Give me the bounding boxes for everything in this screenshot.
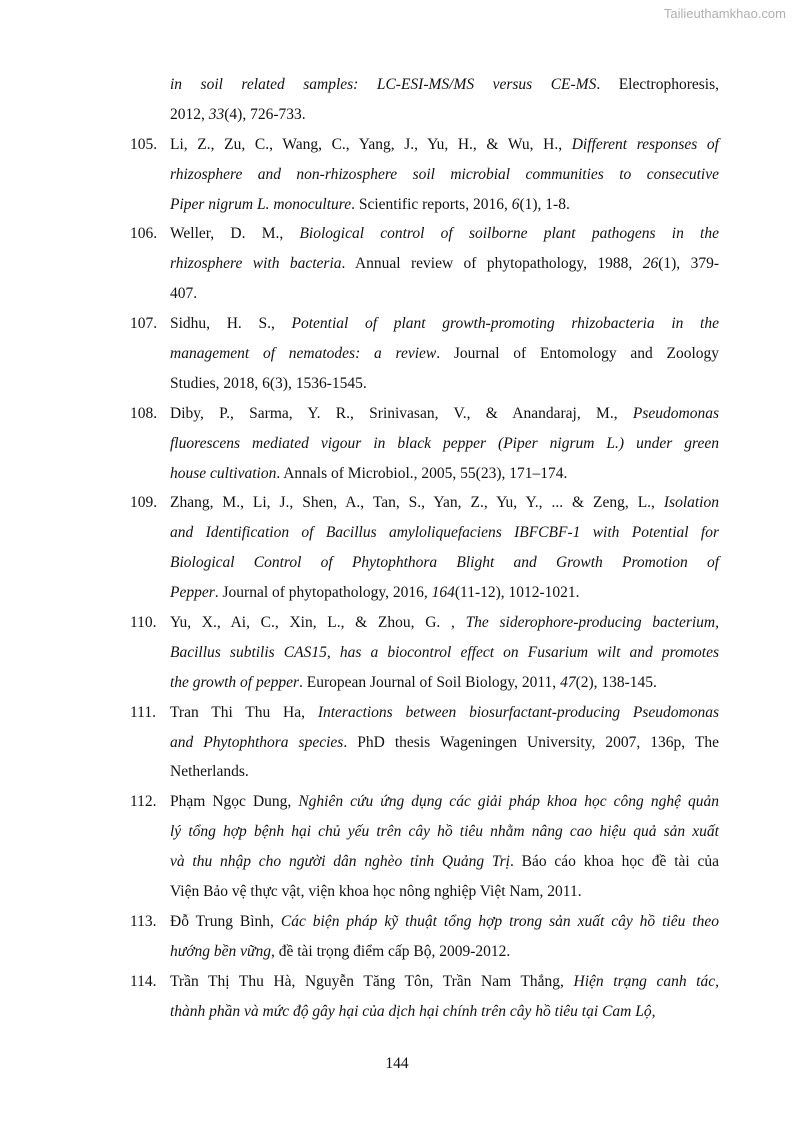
reference-line	[170, 877, 719, 907]
italic-text: Pepper	[170, 584, 215, 602]
reference-entry	[130, 219, 719, 309]
italic-text: house cultivation	[170, 464, 277, 482]
reference-line	[170, 70, 719, 100]
italic-text: and Phytophthora species	[170, 733, 344, 751]
reference-line	[170, 698, 719, 728]
italic-text: The siderophore-producing bacterium,	[465, 614, 719, 632]
italic-text: 26	[642, 255, 659, 273]
italic-text: Different responses of	[571, 135, 719, 153]
reference-number: 105.	[130, 135, 158, 153]
reference-line	[170, 488, 719, 518]
text-segment: Diby, P., Sarma, Y. R., Srinivasan, V., & Anandaraj, M.,	[170, 404, 633, 422]
text-segment: Đỗ Trung Bình,	[170, 912, 281, 930]
reference-number: 113.	[130, 912, 157, 930]
reference-list	[0, 70, 794, 1027]
reference-line	[170, 997, 719, 1027]
text-segment: (1), 1-8.	[519, 195, 570, 213]
italic-text: và thu nhập cho người dân nghèo tỉnh Quảng Trị	[170, 853, 510, 871]
italic-text: Bacillus subtilis CAS15, has a biocontrol effect on Fusarium wilt and promotes	[170, 643, 719, 661]
italic-text: 47	[560, 673, 576, 691]
reference-line	[170, 817, 719, 847]
text-segment: Viện Bảo vệ thực vật, viện khoa học nông nghiệp Việt Nam, 2011.	[170, 883, 582, 901]
italic-text: Piper nigrum L. monoculture	[170, 195, 352, 213]
reference-line	[170, 787, 719, 817]
reference-line	[170, 249, 719, 279]
page-number: 144	[385, 1055, 409, 1072]
text-segment: 2012,	[170, 105, 209, 123]
italic-text: Biological control of soilborne plant pathogens in the	[299, 225, 719, 243]
reference-entry	[130, 130, 719, 220]
reference-entry	[130, 488, 719, 608]
reference-number: 108.	[130, 404, 158, 422]
italic-text: in soil related samples: LC-ESI-MS/MS versus CE-MS	[170, 76, 597, 93]
italic-text: management of nematodes: a review	[170, 345, 437, 363]
reference-line	[170, 399, 719, 429]
text-segment: Weller, D. M.,	[170, 225, 300, 243]
italic-text: 33	[208, 105, 225, 123]
text-segment: Netherlands.	[170, 763, 249, 781]
italic-text: fluorescens mediated vigour in black pepper (Piper nigrum L.) under green	[170, 434, 719, 452]
reference-line	[170, 578, 719, 608]
reference-number: 112.	[130, 793, 157, 811]
italic-text: rhizosphere with bacteria	[170, 255, 342, 273]
text-segment: . Annals of Microbiol., 2005, 55(23), 171–174.	[276, 464, 568, 482]
text-segment: Sidhu, H. S.,	[170, 315, 292, 333]
text-segment: Yu, X., Ai, C., Xin, L., & Zhou, G. ,	[170, 614, 466, 632]
reference-line	[170, 548, 719, 578]
reference-line	[170, 518, 719, 548]
text-segment: Tran Thi Thu Ha,	[170, 703, 318, 721]
text-segment: . Báo cáo khoa học đề tài của	[509, 853, 719, 871]
text-segment: (2), 138-145.	[575, 673, 657, 691]
reference-line	[170, 728, 719, 758]
watermark: Tailieuthamkhao.com	[663, 6, 786, 21]
reference-line	[170, 907, 719, 937]
text-segment: . PhD thesis Wageningen University, 2007, 136p, The	[343, 733, 719, 751]
reference-line	[170, 757, 719, 787]
reference-line	[170, 459, 719, 489]
reference-line	[170, 847, 719, 877]
reference-line	[170, 309, 719, 339]
italic-text: Potential of plant growth-promoting rhizobacteria in the	[291, 315, 719, 333]
reference-number: 107.	[130, 315, 158, 333]
italic-text: Pseudomonas	[632, 404, 719, 422]
reference-number: 109.	[130, 494, 158, 512]
italic-text: Nghiên cứu ứng dụng các giải pháp khoa học công nghệ quản	[298, 793, 719, 811]
reference-line	[170, 100, 719, 130]
reference-line	[170, 219, 719, 249]
text-segment: . European Journal of Soil Biology, 2011,	[299, 673, 561, 691]
text-segment: Zhang, M., Li, J., Shen, A., Tan, S., Yan, Z., Yu, Y., ... & Zeng, L.,	[170, 494, 664, 512]
reference-entry	[130, 787, 719, 907]
italic-text: thành phần và mức độ gây hại của dịch hại chính trên cây hồ tiêu tại Cam Lộ,	[170, 1002, 656, 1020]
text-segment: . Journal of phytopathology, 2016,	[214, 584, 432, 602]
reference-entry	[130, 309, 720, 399]
reference-line	[170, 638, 719, 668]
italic-text: 6	[511, 195, 520, 213]
italic-text: Biological Control of Phytophthora Blight and Growth Promotion of	[170, 554, 719, 572]
italic-text: Isolation	[663, 494, 719, 512]
reference-entry	[130, 608, 719, 698]
reference-number: 111.	[130, 703, 156, 721]
reference-entry	[170, 70, 719, 130]
text-segment: 407.	[170, 285, 198, 303]
reference-line	[170, 608, 719, 638]
reference-line	[170, 130, 719, 160]
reference-entry	[130, 698, 719, 788]
reference-entry	[130, 907, 719, 967]
reference-entry	[130, 967, 719, 1027]
reference-number: 106.	[130, 225, 158, 243]
text-segment: (4), 726-733.	[224, 105, 306, 123]
text-segment: , đề tài trọng điểm cấp Bộ, 2009-2012.	[270, 942, 511, 960]
italic-text: rhizosphere and non-rhizosphere soil microbial communities to consecutive	[170, 165, 719, 183]
italic-text: Interactions between biosurfactant-producing Pseudomonas	[317, 703, 719, 721]
reference-line	[170, 668, 719, 698]
reference-line	[170, 339, 719, 369]
italic-text: Các biện pháp kỹ thuật tổng hợp trong sản xuất cây hồ tiêu theo	[280, 912, 719, 930]
text-segment: Trần Thị Thu Hà, Nguyễn Tăng Tôn, Trần Nam Thắng,	[170, 972, 574, 990]
text-segment: . Annual review of phytopathology, 1988,	[341, 255, 643, 273]
text-segment: Li, Z., Zu, C., Wang, C., Yang, J., Yu, H., & Wu, H.,	[170, 135, 572, 153]
italic-text: the growth of pepper	[170, 673, 300, 691]
text-segment: . Scientific reports, 2016,	[351, 195, 512, 213]
reference-line	[170, 967, 719, 997]
italic-text: 164	[431, 584, 455, 602]
reference-line	[170, 429, 719, 459]
italic-text: hướng bền vững	[170, 942, 271, 960]
reference-line	[170, 279, 719, 309]
text-segment: (1), 379-	[658, 255, 719, 273]
reference-line	[170, 160, 719, 190]
text-segment: . Electrophoresis,	[596, 76, 719, 93]
reference-number: 110.	[130, 614, 157, 632]
italic-text: and Identification of Bacillus amyloliquefaciens IBFCBF-1 with Potential for	[170, 524, 719, 542]
italic-text: Hiện trạng canh tác,	[573, 972, 719, 990]
text-segment: (11-12), 1012-1021.	[454, 584, 580, 602]
text-segment: Phạm Ngọc Dung,	[170, 793, 299, 811]
reference-line	[170, 190, 719, 220]
text-segment: . Journal of Entomology and Zoology	[436, 345, 720, 363]
reference-line	[170, 369, 719, 399]
reference-number: 114.	[130, 972, 157, 990]
text-segment: Studies, 2018, 6(3), 1536-1545.	[170, 374, 367, 392]
reference-entry	[130, 399, 719, 489]
reference-line	[170, 937, 719, 967]
italic-text: lý tổng hợp bệnh hại chủ yếu trên cây hồ tiêu nhằm nâng cao hiệu quả sản xuất	[170, 823, 719, 841]
